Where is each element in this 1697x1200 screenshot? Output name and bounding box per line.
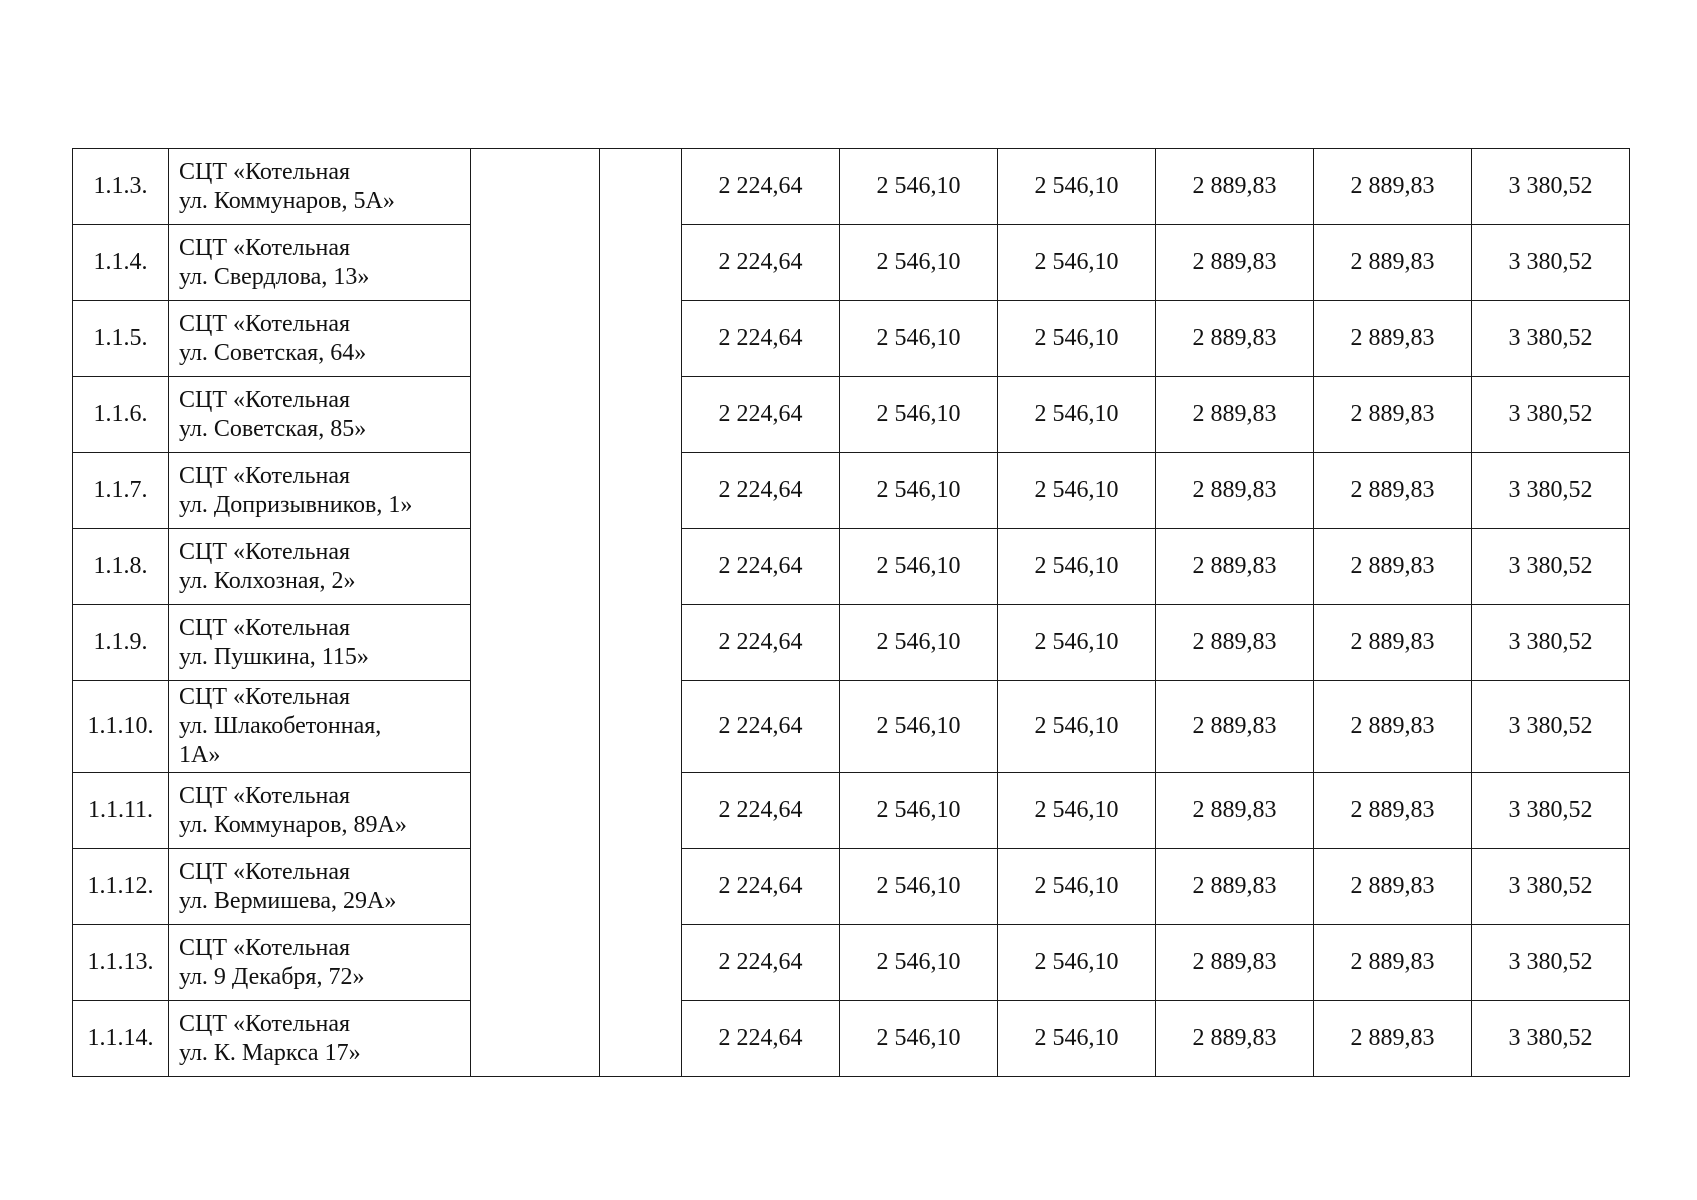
heat-source-name-cell: СЦТ «Котельная ул. 9 Декабря, 72» (169, 925, 471, 1001)
tariff-value-cell: 2 546,10 (840, 225, 998, 301)
empty-cell (471, 453, 600, 529)
tariff-value-cell: 2 889,83 (1156, 773, 1314, 849)
empty-cell (471, 377, 600, 453)
tariff-value-cell: 2 889,83 (1314, 605, 1472, 681)
empty-cell (600, 529, 682, 605)
tariff-value-cell: 2 224,64 (682, 1001, 840, 1077)
tariff-value-cell: 2 889,83 (1156, 149, 1314, 225)
tariff-value-cell: 2 224,64 (682, 681, 840, 773)
tariff-value-cell: 2 889,83 (1156, 377, 1314, 453)
empty-cell (471, 773, 600, 849)
row-number-cell: 1.1.9. (73, 605, 169, 681)
row-number-cell: 1.1.8. (73, 529, 169, 605)
tariff-value-cell: 2 546,10 (998, 849, 1156, 925)
tariff-value-cell: 3 380,52 (1472, 681, 1630, 773)
row-number-cell: 1.1.6. (73, 377, 169, 453)
table-row (73, 773, 1630, 849)
empty-cell (600, 149, 682, 225)
tariff-value-cell: 3 380,52 (1472, 849, 1630, 925)
tariff-value-cell: 2 546,10 (998, 529, 1156, 605)
row-number-cell: 1.1.11. (73, 773, 169, 849)
tariff-value-cell: 2 546,10 (840, 377, 998, 453)
empty-cell (471, 529, 600, 605)
empty-cell (600, 773, 682, 849)
tariff-value-cell: 3 380,52 (1472, 529, 1630, 605)
tariff-value-cell: 3 380,52 (1472, 925, 1630, 1001)
row-number-cell: 1.1.3. (73, 149, 169, 225)
empty-cell (600, 377, 682, 453)
tariff-value-cell: 2 224,64 (682, 225, 840, 301)
tariff-value-cell: 2 546,10 (998, 453, 1156, 529)
row-number-cell: 1.1.5. (73, 301, 169, 377)
tariff-value-cell: 2 224,64 (682, 605, 840, 681)
tariff-value-cell: 3 380,52 (1472, 773, 1630, 849)
table-row (73, 149, 1630, 225)
tariff-value-cell: 2 889,83 (1314, 1001, 1472, 1077)
empty-cell (471, 605, 600, 681)
table-row (73, 453, 1630, 529)
tariff-value-cell: 2 546,10 (998, 1001, 1156, 1077)
tariff-value-cell: 2 546,10 (998, 149, 1156, 225)
empty-cell (471, 301, 600, 377)
table-row (73, 225, 1630, 301)
heat-source-name-cell: СЦТ «Котельная ул. Коммунаров, 5А» (169, 149, 471, 225)
tariff-table (72, 148, 1630, 1077)
empty-cell (600, 681, 682, 773)
heat-source-name-cell: СЦТ «Котельная ул. К. Маркса 17» (169, 1001, 471, 1077)
tariff-value-cell: 2 546,10 (840, 453, 998, 529)
tariff-value-cell: 2 546,10 (998, 225, 1156, 301)
empty-cell (471, 149, 600, 225)
tariff-value-cell: 2 224,64 (682, 301, 840, 377)
row-number-cell: 1.1.14. (73, 1001, 169, 1077)
tariff-value-cell: 2 224,64 (682, 925, 840, 1001)
empty-cell (471, 925, 600, 1001)
tariff-value-cell: 2 224,64 (682, 453, 840, 529)
empty-cell (600, 925, 682, 1001)
row-number-cell: 1.1.10. (73, 681, 169, 773)
tariff-value-cell: 2 546,10 (840, 605, 998, 681)
tariff-value-cell: 3 380,52 (1472, 605, 1630, 681)
tariff-value-cell: 2 889,83 (1156, 1001, 1314, 1077)
table-row (73, 681, 1630, 773)
table-row (73, 925, 1630, 1001)
tariff-value-cell: 2 546,10 (998, 681, 1156, 773)
tariff-value-cell: 2 546,10 (998, 773, 1156, 849)
tariff-value-cell: 2 889,83 (1156, 681, 1314, 773)
tariff-value-cell: 2 546,10 (840, 301, 998, 377)
empty-cell (600, 301, 682, 377)
tariff-value-cell: 2 889,83 (1156, 605, 1314, 681)
table-row (73, 605, 1630, 681)
tariff-value-cell: 2 546,10 (840, 773, 998, 849)
tariff-value-cell: 2 889,83 (1156, 453, 1314, 529)
tariff-value-cell: 2 889,83 (1314, 773, 1472, 849)
empty-cell (600, 225, 682, 301)
tariff-value-cell: 2 546,10 (840, 925, 998, 1001)
empty-cell (471, 681, 600, 773)
row-number-cell: 1.1.7. (73, 453, 169, 529)
empty-cell (600, 453, 682, 529)
tariff-value-cell: 2 546,10 (998, 301, 1156, 377)
tariff-value-cell: 2 889,83 (1314, 453, 1472, 529)
row-number-cell: 1.1.12. (73, 849, 169, 925)
tariff-value-cell: 2 546,10 (840, 681, 998, 773)
tariff-value-cell: 2 546,10 (840, 529, 998, 605)
tariff-value-cell: 2 889,83 (1314, 225, 1472, 301)
tariff-value-cell: 2 889,83 (1314, 301, 1472, 377)
tariff-value-cell: 2 224,64 (682, 849, 840, 925)
tariff-value-cell: 2 889,83 (1314, 377, 1472, 453)
heat-source-name-cell: СЦТ «Котельная ул. Советская, 64» (169, 301, 471, 377)
tariff-value-cell: 2 546,10 (998, 377, 1156, 453)
row-number-cell: 1.1.13. (73, 925, 169, 1001)
heat-source-name-cell: СЦТ «Котельная ул. Пушкина, 115» (169, 605, 471, 681)
tariff-value-cell: 2 889,83 (1314, 149, 1472, 225)
table-row (73, 1001, 1630, 1077)
tariff-value-cell: 2 889,83 (1156, 225, 1314, 301)
tariff-value-cell: 2 546,10 (840, 1001, 998, 1077)
tariff-value-cell: 3 380,52 (1472, 377, 1630, 453)
empty-cell (600, 605, 682, 681)
heat-source-name-cell: СЦТ «Котельная ул. Свердлова, 13» (169, 225, 471, 301)
empty-cell (471, 849, 600, 925)
tariff-value-cell: 3 380,52 (1472, 453, 1630, 529)
tariff-value-cell: 2 546,10 (998, 605, 1156, 681)
tariff-value-cell: 2 889,83 (1156, 301, 1314, 377)
tariff-value-cell: 2 546,10 (840, 849, 998, 925)
tariff-value-cell: 2 889,83 (1156, 529, 1314, 605)
tariff-value-cell: 3 380,52 (1472, 225, 1630, 301)
tariff-value-cell: 2 224,64 (682, 377, 840, 453)
heat-source-name-cell: СЦТ «Котельная ул. Допризывников, 1» (169, 453, 471, 529)
table-row (73, 301, 1630, 377)
tariff-value-cell: 3 380,52 (1472, 301, 1630, 377)
tariff-value-cell: 2 546,10 (840, 149, 998, 225)
tariff-value-cell: 2 224,64 (682, 773, 840, 849)
tariff-table-body (73, 149, 1630, 1077)
tariff-value-cell: 2 889,83 (1314, 925, 1472, 1001)
tariff-value-cell: 2 889,83 (1314, 681, 1472, 773)
tariff-value-cell: 2 889,83 (1156, 849, 1314, 925)
table-row (73, 377, 1630, 453)
heat-source-name-cell: СЦТ «Котельная ул. Шлакобетонная, 1А» (169, 681, 471, 773)
table-row (73, 849, 1630, 925)
tariff-value-cell: 2 224,64 (682, 529, 840, 605)
tariff-value-cell: 2 889,83 (1314, 529, 1472, 605)
heat-source-name-cell: СЦТ «Котельная ул. Вермишева, 29А» (169, 849, 471, 925)
empty-cell (471, 225, 600, 301)
tariff-value-cell: 3 380,52 (1472, 1001, 1630, 1077)
tariff-value-cell: 2 889,83 (1314, 849, 1472, 925)
tariff-value-cell: 2 889,83 (1156, 925, 1314, 1001)
empty-cell (600, 1001, 682, 1077)
heat-source-name-cell: СЦТ «Котельная ул. Колхозная, 2» (169, 529, 471, 605)
heat-source-name-cell: СЦТ «Котельная ул. Коммунаров, 89А» (169, 773, 471, 849)
row-number-cell: 1.1.4. (73, 225, 169, 301)
table-row (73, 529, 1630, 605)
tariff-value-cell: 3 380,52 (1472, 149, 1630, 225)
empty-cell (600, 849, 682, 925)
tariff-value-cell: 2 546,10 (998, 925, 1156, 1001)
empty-cell (471, 1001, 600, 1077)
tariff-value-cell: 2 224,64 (682, 149, 840, 225)
heat-source-name-cell: СЦТ «Котельная ул. Советская, 85» (169, 377, 471, 453)
